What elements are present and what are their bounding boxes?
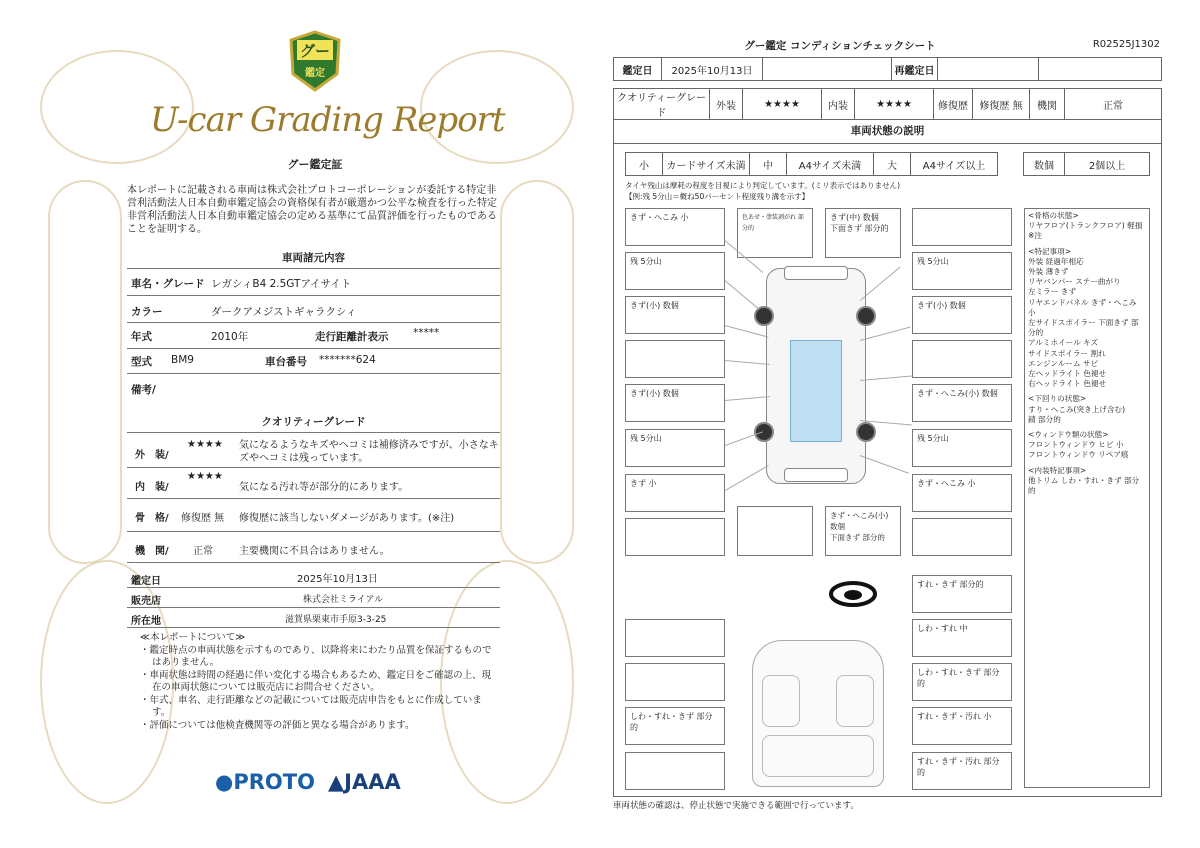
note-item: ・車両状態は時間の経過に伴い変化する場合もあるため、鑑定日をご確認の上、現在の車両状態については販売店にお問合せください。	[140, 669, 492, 693]
spec-remarks-label: 備考/	[131, 384, 156, 396]
notes-title: ≪本レポートについて≫	[140, 632, 246, 643]
quality-interior-label: 内 装/	[135, 482, 169, 493]
legend-count: 数個	[1024, 153, 1065, 176]
tire-front-left-icon	[754, 306, 774, 326]
legend-count-desc: 2個以上	[1065, 153, 1150, 176]
goo-kantei-badge-icon	[287, 30, 343, 92]
interior-box: すれ・きず・汚れ 小	[912, 707, 1012, 745]
spec-chassis-value: *******624	[319, 354, 376, 366]
spec-row-color	[127, 296, 500, 323]
damage-box: 色あせ・塗装剥がれ 部分的	[737, 208, 813, 258]
condition-title: 車両状態の説明	[613, 119, 1162, 144]
engine-label: 機関	[1030, 89, 1065, 120]
sheet-number: R02525J1302	[1092, 39, 1160, 50]
damage-box: きず(中) 数個 下面きず 部分的	[825, 208, 901, 258]
quality-engine-value: 正常	[193, 546, 213, 557]
remarks-interior-title: <内装特記事項>	[1028, 465, 1087, 475]
quality-exterior-desc: 気になるようなキズやヘコミは補修済みですが、小さなキズやヘコミは残っています。	[239, 440, 499, 464]
remarks-line: フロントウィンドウ リペア痕	[1028, 450, 1129, 460]
damage-box: きず 小	[625, 474, 725, 512]
ornament-right-vine	[500, 180, 574, 564]
footer-shop-label: 販売店	[131, 596, 161, 607]
spec-model-label: 型式	[131, 356, 152, 368]
interior-box: しわ・すれ 中	[912, 619, 1012, 657]
damage-box	[912, 208, 1012, 246]
damage-box: きず(小) 数個	[912, 296, 1012, 334]
quality-frame-value: 修復歴 無	[181, 513, 225, 524]
proto-mark-icon: ●	[215, 770, 234, 794]
ornament-left-vine	[48, 180, 122, 564]
remarks-interior	[1028, 466, 1146, 497]
sheet-title: グー鑑定 コンディションチェックシート	[744, 40, 936, 52]
remarks-line: リヤフロア(トランクフロア) 軽損	[1028, 221, 1143, 231]
quality-engine-label: 機 関/	[135, 546, 169, 557]
size-legend	[625, 152, 998, 176]
footer-address-value: 滋賀県栗東市手原3-3-25	[285, 615, 387, 625]
damage-box	[912, 340, 1012, 378]
quality-exterior-label: 外 装/	[135, 450, 169, 461]
damage-box	[912, 518, 1012, 556]
remarks-underbody-title: <下回りの状態>	[1028, 394, 1087, 404]
tire-box: 残 5分山	[912, 429, 1012, 467]
damage-box: きず・へこみ(小) 数個 下面きず 部分的	[825, 506, 901, 556]
spec-row-remarks	[127, 374, 500, 402]
footer-date-label: 鑑定日	[131, 576, 161, 587]
front-bumper	[784, 266, 848, 280]
damage-box: きず・へこみ 小	[912, 474, 1012, 512]
remarks-line: ※注	[1028, 231, 1042, 241]
spec-name-value: レガシィB4 2.5GTアイサイト	[211, 278, 352, 290]
legend-mid: 中	[750, 153, 787, 176]
quality-interior-stars: ★★★★	[187, 471, 223, 482]
rear-bumper	[784, 468, 848, 482]
tire-front-right-icon	[856, 306, 876, 326]
remarks-frame-title: <骨格の状態>	[1028, 211, 1079, 220]
spec-model-value: BM9	[171, 354, 194, 366]
windshield-glass	[790, 340, 842, 442]
note-item: ・年式、車名、走行距離などの記載については販売店申告をもとに作成しています。	[140, 694, 482, 718]
remarks-line: 錆 部分的	[1028, 414, 1061, 424]
quality-row-interior	[127, 468, 500, 499]
spec-row-year	[127, 323, 500, 349]
badge-sub: 鑑定	[305, 68, 325, 79]
quality-row-exterior	[127, 432, 500, 468]
car-exterior-diagram	[760, 262, 870, 488]
engine-value: 正常	[1065, 89, 1162, 120]
remarks-line: フロントウィンドウ ヒビ 小	[1028, 440, 1124, 450]
quality-interior-desc: 気になる汚れ等が部分的にあります。	[239, 482, 409, 493]
footer-row-shop	[127, 588, 500, 608]
int-value: ★★★★	[855, 89, 934, 120]
front-seat-right	[836, 675, 874, 727]
legend-large: 大	[874, 153, 911, 176]
quality-engine-desc: 主要機関に不具合はありません。	[239, 546, 390, 557]
legend-mid-desc: A4サイズ未満	[787, 153, 874, 176]
specs-title: 車両諸元内容	[282, 252, 345, 264]
remarks-panel	[1024, 208, 1150, 788]
redate-label: 再鑑定日	[892, 58, 938, 81]
damage-box: きず(小) 数個	[625, 296, 725, 334]
damage-box	[625, 340, 725, 378]
footer-row-address	[127, 608, 500, 628]
rear-seat	[762, 735, 874, 777]
interior-box: しわ・すれ・きず 部分的	[912, 663, 1012, 701]
interior-box	[625, 619, 725, 657]
spec-mileage-value: *****	[413, 327, 440, 339]
remarks-line: 他トリム しわ・すれ・きず 部分的	[1028, 475, 1140, 496]
spec-chassis-label: 車台番号	[265, 356, 307, 368]
spec-year-value: 2010年	[211, 331, 249, 343]
footer-row-date	[127, 567, 500, 588]
report-notes	[140, 632, 500, 732]
legend-small-desc: カードサイズ未満	[663, 153, 750, 176]
remarks-line: アルミホイール キズ	[1028, 338, 1099, 348]
legend-small: 小	[626, 153, 663, 176]
quality-frame-label: 骨 格/	[135, 513, 169, 524]
date-value: 2025年10月13日	[662, 58, 763, 81]
remarks-line: リヤバンパー ステー曲がり	[1028, 277, 1121, 287]
count-legend	[1023, 152, 1150, 176]
note-item: ・鑑定時点の車両状態を示すものであり、以降将来にわたり品質を保証するものではありません。	[140, 644, 492, 668]
footer-shop-value: 株式会社ミライアル	[303, 595, 384, 605]
spec-color-value: ダークアメジストギャラクシィ	[211, 306, 357, 318]
remarks-underbody	[1028, 394, 1146, 425]
steering-wheel-icon	[828, 580, 878, 612]
ext-label: 外装	[710, 89, 743, 120]
remarks-frame	[1028, 211, 1146, 242]
damage-box: きず(小) 数個	[625, 384, 725, 422]
tire-box: 残 5分山	[625, 429, 725, 467]
remarks-line: 外装 薄きず	[1028, 267, 1069, 277]
remarks-line: リヤエンドパネル きず・へこみ 小	[1028, 297, 1137, 317]
remarks-window-title: <ウィンドウ類の状態>	[1028, 430, 1109, 440]
repair-label: 修復歴	[934, 89, 973, 120]
quality-exterior-stars: ★★★★	[187, 439, 223, 450]
ext-value: ★★★★	[743, 89, 822, 120]
remarks-line: エンジンルーム サビ	[1028, 358, 1099, 368]
jaaa-logo-text: JAAA	[344, 770, 401, 794]
legend-large-desc: A4サイズ以上	[911, 153, 998, 176]
remarks-special	[1028, 247, 1146, 390]
quality-title: クオリティーグレード	[261, 416, 366, 428]
certificate-title: グー鑑定証	[287, 158, 343, 171]
remarks-line: すり・へこみ(突き上げ含む)	[1028, 404, 1126, 414]
badge-text: グー	[299, 42, 330, 60]
tire-note-2: 【例:残 5分山＝概ね50パーセント程度残り溝を示す】	[625, 192, 810, 201]
tire-note-1: タイヤ残山は摩耗の程度を目視により判定しています。(ミリ表示ではありません)	[625, 181, 901, 190]
int-label: 内装	[822, 89, 855, 120]
repair-value: 修復歴 無	[973, 89, 1030, 120]
spec-mileage-label: 走行距離計表示	[315, 331, 389, 343]
quality-row-frame	[127, 499, 500, 532]
tire-box: 残 5分山	[912, 252, 1012, 290]
remarks-special-title: <特記事項>	[1028, 246, 1072, 256]
damage-box: きず・へこみ(小) 数個	[912, 384, 1012, 422]
interior-box	[625, 752, 725, 790]
proto-logo-text: PROTO	[233, 770, 315, 794]
interior-box: すれ・きず 部分的	[912, 575, 1012, 613]
footer-address-label: 所在地	[131, 616, 161, 627]
empty-cell	[1039, 58, 1162, 81]
spec-row-name	[127, 268, 500, 296]
remarks-line: 外装 経過年相応	[1028, 256, 1084, 266]
date-table	[613, 57, 1162, 81]
spec-year-label: 年式	[131, 331, 152, 343]
grade-table	[613, 88, 1162, 120]
spec-row-model	[127, 349, 500, 374]
jaaa-mark-icon: ▲	[328, 770, 345, 794]
interior-box: すれ・きず・汚れ 部分的	[912, 752, 1012, 790]
tire-box: 残 5分山	[625, 252, 725, 290]
tire-rear-right-icon	[856, 422, 876, 442]
quality-frame-desc: 修復歴に該当しないダメージがあります。(※注)	[239, 513, 455, 524]
remarks-line: 左サイドスポイラー 下面きず 部分的	[1028, 318, 1139, 338]
grade-label: クオリティーグレード	[614, 89, 710, 120]
remarks-line: サイドスポイラー 割れ	[1028, 348, 1106, 358]
proto-logo	[215, 770, 315, 794]
interior-box: しわ・すれ・きず 部分的	[625, 707, 725, 745]
jaaa-logo	[328, 770, 401, 794]
damage-box: きず・へこみ 小	[625, 208, 725, 246]
remarks-line: 左ヘッドライト 色褪せ	[1028, 369, 1107, 379]
spec-color-label: カラー	[131, 306, 163, 318]
certificate-body: 本レポートに記載される車両は株式会社プロトコーポレーションが委託する特定非営利活動法人日本自動車鑑定協会の資格保有者が厳選かつ公平な検査を行った特定非営利活動法人日本自動車鑑定協会の定める基準にて品質評価を行ったものであることを証明する。	[127, 185, 497, 235]
sheet-footer-note: 車両状態の確認は、停止状態で実施できる範囲で行っています。	[613, 801, 859, 811]
damage-box	[737, 506, 813, 556]
redate-value	[938, 58, 1039, 81]
note-item: ・評価については他検査機関等の評価と異なる場合があります。	[140, 719, 415, 731]
damage-box	[625, 518, 725, 556]
spec-name-label: 車名・グレード	[131, 278, 205, 290]
quality-row-engine	[127, 532, 500, 563]
front-seat-left	[762, 675, 800, 727]
date-label: 鑑定日	[614, 58, 662, 81]
footer-date-value: 2025年10月13日	[297, 574, 378, 585]
report-title: U-car Grading Report	[150, 100, 505, 140]
car-interior-diagram	[742, 640, 892, 790]
remarks-line: 左ミラー きず	[1028, 287, 1076, 297]
empty-cell	[763, 58, 892, 81]
remarks-window	[1028, 430, 1146, 461]
remarks-line: 右ヘッドライト 色褪せ	[1028, 379, 1107, 389]
interior-box	[625, 663, 725, 701]
